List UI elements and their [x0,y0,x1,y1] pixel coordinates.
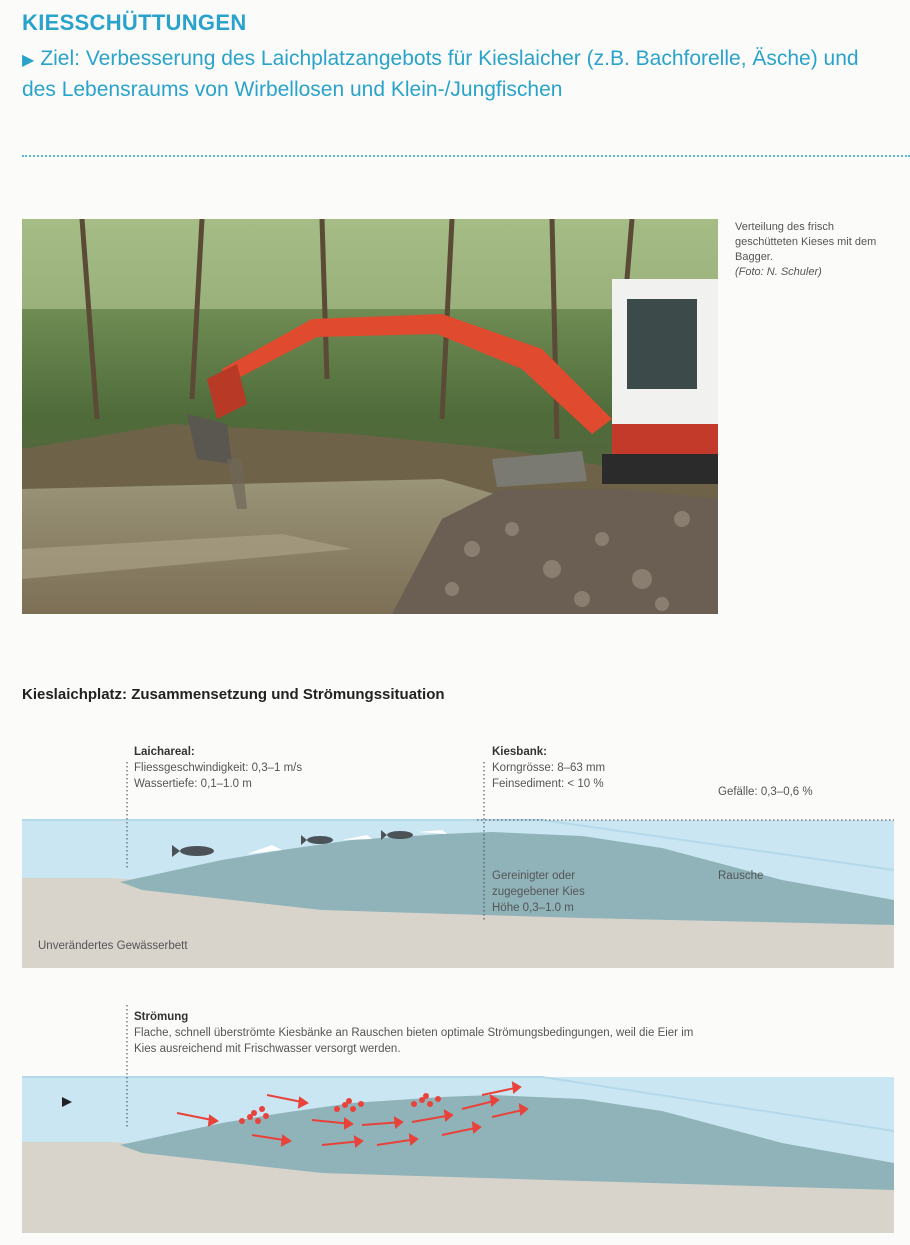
laichareal-heading: Laichareal: [134,746,195,758]
bett-label: Unverändertes Gewässerbett [38,940,188,952]
laichareal-depth: Wassertiefe: 0,1–1.0 m [134,778,252,790]
laichareal-label [134,744,302,792]
caption-credit: (Foto: N. Schuler) [735,266,822,278]
stroemung-line1: Flache, schnell überströmte Kiesbänke an Rauschen bieten optimale Strömungsbedingungen, weil die Eier im [134,1027,694,1039]
caption-text: Verteilung des frisch geschütteten Kieses mit dem Bagger. [735,221,877,263]
laichareal-speed: Fliessgeschwindigkeit: 0,3–1 m/s [134,762,303,774]
kiesbank-heading: Kiesbank: [492,746,547,758]
kiesbank-fine: Feinsediment: < 10 % [492,778,604,790]
kiesbank-label [492,744,605,792]
stroemung-heading: Strömung [134,1011,189,1023]
dotted-divider [22,155,910,157]
subtitle [22,44,882,104]
kies-line3: Höhe 0,3–1.0 m [492,902,574,914]
photo-caption [735,220,885,280]
kies-label [492,868,585,916]
play-triangle-icon: ▶ [22,52,35,69]
kies-line1: Gereinigter oder [492,870,576,882]
diagram-flow [22,1005,894,1233]
excavator-photo [22,219,718,614]
subtitle-text: Ziel: Verbesserung des Laichplatzangebots für Kieslaicher (z.B. Bachforelle, Äsche) und des Lebensraums von Wirbellosen und Klein-/Jungfischen [22,47,859,101]
diagram-composition [22,740,894,970]
section-title: Kieslaichplatz: Zusammensetzung und Strömungssituation [22,686,445,703]
stroemung-label [134,1009,834,1057]
page-title: KIESSCHÜTTUNGEN [22,10,247,35]
rausche-label: Rausche [718,870,764,882]
gefaelle-label: Gefälle: 0,3–0,6 % [718,786,813,798]
kies-line2: zugegebener Kies [492,886,585,898]
stroemung-line2: Kies ausreichend mit Frischwasser versorgt werden. [134,1043,401,1055]
kiesbank-grain: Korngrösse: 8–63 mm [492,762,606,774]
